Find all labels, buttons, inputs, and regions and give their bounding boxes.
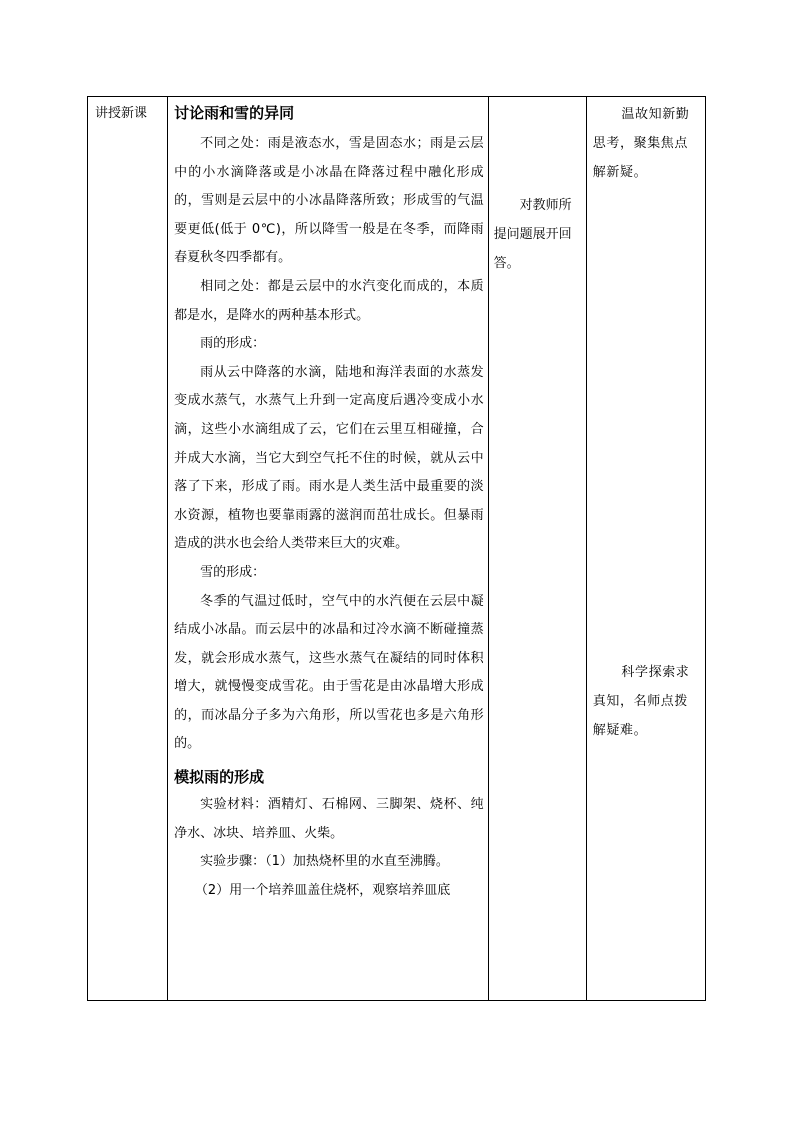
paragraph-materials: 实验材料：酒精灯、石棉网、三脚架、烧杯、纯净水、冰块、培养皿、火柴。 xyxy=(174,797,484,841)
heading-simulate: 模拟雨的形成 xyxy=(174,768,265,787)
paragraph-snow-body: 冬季的气温过低时，空气中的水汽便在云层中凝结成小冰晶。而云层中的冰晶和过冷水滴不断碰撞蒸发，就会形成水蒸气，这些水蒸气在凝结的同时体积增大，就慢慢变成雪花。由于雪花是由冰晶增大形成的，而冰晶分子多为六角形，所以雪花也多是六角形的。 xyxy=(174,593,484,752)
table-row xyxy=(88,97,706,1001)
teaching-content-cell xyxy=(168,97,489,1001)
lesson-plan-table xyxy=(87,96,706,1001)
paragraph-similarity: 相同之处：都是云层中的水汽变化而成的，本质都是水，是降水的两种基本形式。 xyxy=(174,278,484,323)
student-activity-cell xyxy=(488,97,586,1001)
paragraph-rain-title: 雨的形成： xyxy=(200,336,266,352)
design-intent-text-2: 科学探索求真知，名师点拨解疑难。 xyxy=(592,665,690,738)
design-intent-cell xyxy=(586,97,705,1001)
paragraph-step2: （2）用一个培养皿盖住烧杯，观察培养皿底 xyxy=(194,882,451,898)
heading-discuss: 讨论雨和雪的异同 xyxy=(174,104,295,122)
design-intent-text-1: 温故知新勤思考，聚集焦点解新疑。 xyxy=(592,107,690,180)
section-label-cell xyxy=(88,97,168,1001)
paragraph-difference: 不同之处：雨是液态水，雪是固态水；雨是云层中的小水滴降落或是小冰晶在降落过程中融化形成的，雪则是云层中的小冰晶降落所致；形成雪的气温要更低(低于 0℃)，所以降雪一般是在冬季，而降雨春夏秋冬四季都有。 xyxy=(174,136,484,266)
paragraph-step1: 实验步骤：（1）加热烧杯里的水直至沸腾。 xyxy=(200,854,449,870)
paragraph-rain-body: 雨从云中降落的水滴，陆地和海洋表面的水蒸发变成水蒸气，水蒸气上升到一定高度后遇冷变成小水滴，这些小水滴组成了云，它们在云里互相碰撞，合并成大水滴，当它大到空气托不住的时候，就从云中落了下来，形成了雨。雨水是人类生活中最重要的淡水资源，植物也要靠雨露的滋润而茁壮成长。但暴雨造成的洪水也会给人类带来巨大的灾难。 xyxy=(174,364,484,552)
paragraph-snow-title: 雪的形成： xyxy=(200,564,266,580)
student-activity-text: 对教师所提问题展开回答。 xyxy=(493,198,572,271)
section-label: 讲授新课 xyxy=(95,106,148,121)
